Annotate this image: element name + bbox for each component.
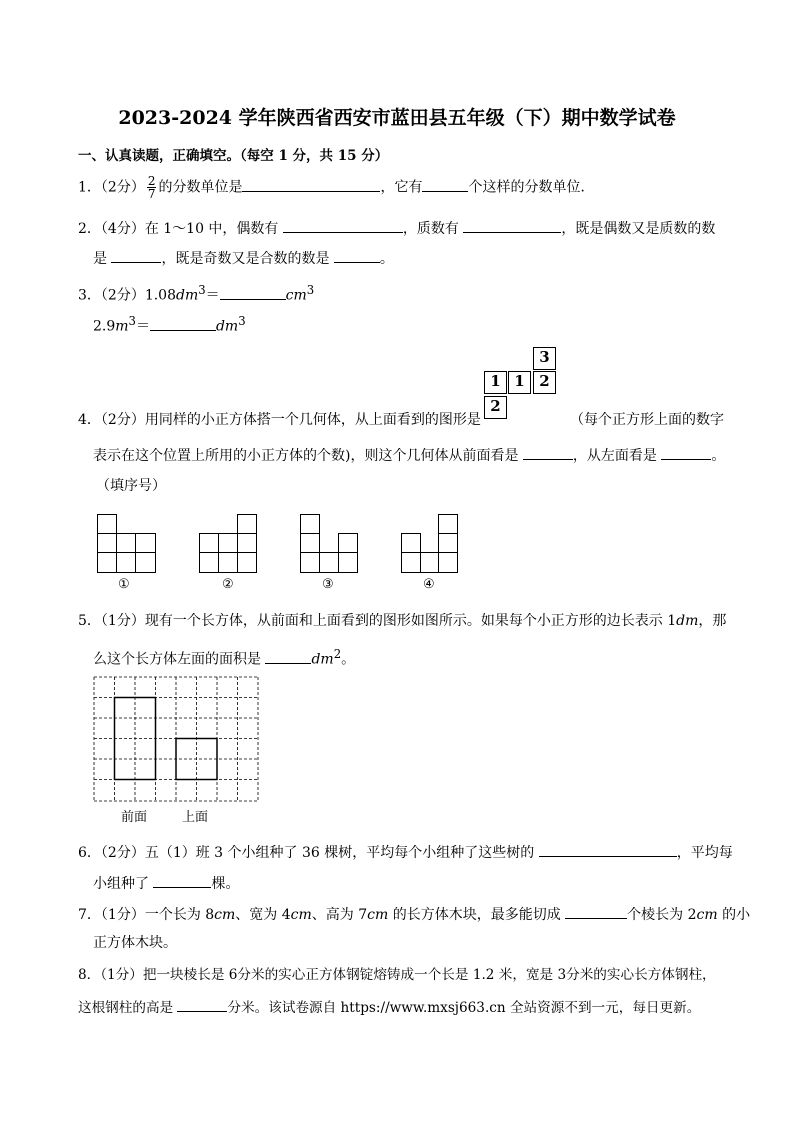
q2-prefix: 2．（4分）在 1～10 中，偶数有: [78, 221, 283, 237]
question-1: [78, 175, 594, 200]
answer-blank[interactable]: [153, 873, 211, 888]
answer-blank[interactable]: [422, 177, 468, 192]
square: [237, 552, 257, 573]
answer-blank[interactable]: [661, 445, 711, 460]
square: [300, 533, 320, 553]
question-2: [78, 218, 715, 238]
question-3-line2: [93, 312, 246, 336]
square: [438, 514, 458, 534]
question-4-line2: [93, 445, 725, 465]
square: [420, 552, 440, 573]
question-6-line2: [93, 873, 239, 893]
square: [319, 552, 339, 573]
q2-text: 是: [93, 251, 112, 267]
q3-text: 2.9: [93, 318, 116, 335]
square: [401, 533, 421, 553]
q2-text: ，既是奇数又是合数的数是: [161, 251, 334, 267]
answer-blank[interactable]: [283, 218, 403, 233]
top-view-cell: 3: [533, 347, 556, 370]
superscript: 3: [306, 283, 315, 297]
q8-text: 分米。该试卷源自 https://www.mxsj663.cn 全站资源不到一元，每日更新。: [227, 1000, 701, 1016]
q1-text: 个这样的分数单位．: [468, 179, 595, 196]
question-6: [78, 842, 733, 862]
unit: dm: [311, 651, 334, 668]
superscript: 3: [128, 314, 136, 328]
square: [218, 533, 238, 553]
answer-blank[interactable]: [539, 842, 677, 857]
unit: dm: [176, 287, 199, 304]
q6-text: ，平均每: [676, 845, 733, 861]
unit: m: [115, 318, 129, 335]
answer-blank[interactable]: [111, 248, 161, 263]
top-view-cell: 1: [484, 371, 507, 394]
square: [338, 552, 358, 573]
answer-blank[interactable]: [177, 997, 227, 1012]
question-8-line2: [78, 997, 700, 1017]
unit: dm: [215, 318, 239, 335]
unit: cm: [214, 907, 236, 923]
option-label: ②: [222, 577, 234, 592]
question-5: [78, 612, 726, 630]
question-4: [78, 411, 481, 429]
page-title: 2023-2024 学年陕西省西安市蓝田县五年级（下）期中数学试卷: [118, 107, 676, 129]
question-8: 8．（1分）把一块棱长是 6分米的实心正方体钢锭熔铸成一个长是 1.2 米，宽是 3分米的实心长方体钢柱，: [78, 967, 716, 983]
fraction: [147, 175, 157, 200]
q1-prefix: 1．（2分）: [78, 179, 145, 196]
equals: ＝: [205, 287, 220, 304]
question-5-line2: [93, 645, 355, 669]
square: [300, 552, 320, 573]
top-view-cell: 2: [533, 371, 556, 394]
q4-text: 表示在这个位置上所用的小正方体的个数)，则这个几何体从前面看是: [93, 448, 523, 464]
square: [97, 514, 117, 534]
answer-blank[interactable]: [150, 316, 216, 331]
q4-text: 。: [711, 448, 726, 464]
unit: cm: [290, 907, 312, 923]
q2-text: ，质数有: [402, 221, 464, 237]
unit: cm: [285, 287, 307, 304]
answer-blank[interactable]: [265, 649, 311, 664]
q7-text: 、高为 7: [311, 907, 368, 923]
q5-text: ，那: [698, 613, 727, 629]
q2-text: 。: [379, 251, 394, 267]
q5-prefix: 5．（1分）现有一个长方体，从前面和上面看到的图形如图所示。如果每个小正方形的边长表示 1: [78, 613, 677, 629]
answer-blank[interactable]: [523, 445, 573, 460]
q7-text: 的长方体木块，最多能切成: [388, 907, 566, 923]
q1-text: 的分数单位是: [158, 179, 243, 196]
q3-prefix: 3．（2分）1.08: [78, 287, 176, 304]
front-label: 前面: [121, 810, 148, 825]
question-4-line3: （填序号）: [96, 478, 166, 494]
answer-blank[interactable]: [242, 177, 380, 192]
q5-text: 。: [341, 651, 356, 668]
square: [116, 552, 136, 573]
q6-text: 小组种了: [93, 876, 154, 892]
answer-blank[interactable]: [565, 904, 627, 919]
top-view-cell: 2: [484, 396, 507, 419]
square: [97, 533, 117, 553]
q7-text: 、宽为 4: [235, 907, 291, 923]
q7-prefix: 7．（1分）一个长为 8: [78, 907, 215, 923]
superscript: 2: [333, 647, 342, 661]
square: [135, 533, 156, 553]
square: [199, 533, 219, 553]
q4-text: ，从左面看是: [572, 448, 662, 464]
top-label: 上面: [182, 810, 209, 825]
square: [438, 533, 458, 553]
view-grid-figure: [92, 675, 260, 805]
square: [116, 533, 136, 553]
question-2-line2: [93, 248, 394, 268]
option-label: ③: [322, 577, 334, 592]
equals: ＝: [135, 318, 150, 335]
q8-text: 这根钢柱的高是: [78, 1000, 178, 1016]
square: [237, 514, 257, 534]
top-view-cell: 1: [508, 371, 531, 394]
q6-text: 棵。: [211, 876, 240, 892]
square: [300, 514, 320, 534]
square: [438, 552, 458, 573]
unit: cm: [367, 907, 389, 923]
q4-prefix: 4．（2分）用同样的小正方体搭一个几何体，从上面看到的图形是: [78, 412, 481, 428]
fraction-numerator: 2: [147, 174, 156, 188]
square: [237, 533, 257, 553]
q6-prefix: 6．（2分）五（1）班 3 个小组种了 36 棵树，平均每个小组种了这些树的: [78, 845, 539, 861]
answer-blank[interactable]: [463, 218, 561, 233]
answer-blank[interactable]: [220, 285, 286, 300]
q7-text: 个棱长为 2: [627, 907, 697, 923]
option-label: ①: [118, 577, 130, 592]
question-3: [78, 281, 314, 305]
q5-text: 么这个长方体左面的面积是: [93, 651, 266, 668]
square: [199, 552, 219, 573]
q7-text: 的小: [717, 907, 751, 923]
section-heading: 一、认真读题，正确填空。（每空 1 分，共 15 分）: [78, 148, 389, 164]
square: [97, 552, 117, 573]
unit: dm: [676, 613, 699, 629]
square: [135, 552, 156, 573]
question-7: [78, 904, 750, 924]
unit: cm: [696, 907, 718, 923]
q2-text: ，既是偶数又是质数的数: [561, 221, 716, 237]
answer-blank[interactable]: [334, 248, 380, 263]
superscript: 3: [198, 283, 206, 297]
question-4-tail: （每个正方形上面的数字: [570, 412, 724, 428]
option-label: ④: [423, 577, 435, 592]
superscript: 3: [238, 314, 246, 328]
square: [401, 552, 421, 573]
fraction-denominator: 7: [147, 187, 156, 201]
question-7-line2: 正方体木块。: [93, 935, 177, 951]
q1-text: ，它有: [380, 179, 423, 196]
square: [338, 533, 358, 553]
square: [218, 552, 238, 573]
